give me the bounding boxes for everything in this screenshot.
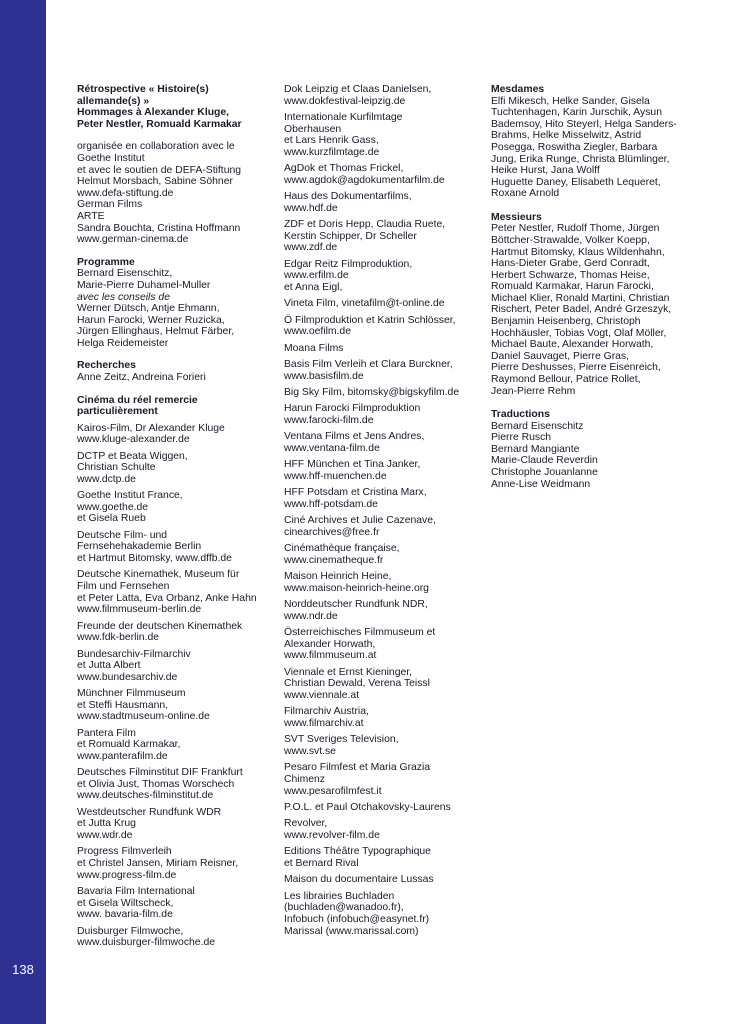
side-color-bar: [0, 0, 46, 1024]
credit-line: Goethe Institut: [77, 152, 145, 164]
credit-line: Pierre Rusch: [491, 432, 552, 444]
credit-line: www.cinematheque.fr: [284, 554, 384, 566]
credit-line: Bundesarchiv-Filmarchiv: [77, 648, 191, 660]
credit-line: Christian Dewald, Verena Teissl: [284, 678, 430, 690]
credit-line: Anne-Lise Weidmann: [491, 478, 591, 490]
credit-line: www.agdok@agdokumentarfilm.de: [284, 174, 445, 186]
credit-line: Michael Baute, Alexander Horwath,: [491, 339, 654, 351]
credit-block: [77, 395, 273, 418]
credit-line: Christian Schulte: [77, 462, 156, 474]
section-heading: Mesdames: [491, 84, 545, 95]
credit-line: www.oefilm.de: [284, 326, 351, 338]
credit-line: Herbert Schwarze, Thomas Heise,: [491, 269, 650, 281]
credit-line: Westdeutscher Rundfunk WDR: [77, 806, 222, 818]
credit-line: Pesaro Filmfest et Maria Grazia: [284, 762, 431, 774]
credit-block: [77, 649, 273, 684]
credit-block: [491, 84, 691, 200]
column-2: [284, 84, 480, 942]
credit-block: [284, 259, 480, 294]
credit-line: cinearchives@free.fr: [284, 526, 380, 538]
credit-line: Marissal (www.marissal.com): [284, 925, 419, 937]
credit-line: www.hff-potsdam.de: [284, 498, 378, 510]
credit-line: www.maison-heinrich-heine.org: [284, 582, 429, 594]
credit-line: Internationale Kurfilmtage: [284, 111, 403, 123]
credit-block: [284, 734, 480, 757]
credit-line: Norddeutscher Rundfunk NDR,: [284, 599, 428, 611]
credit-block: [284, 762, 480, 797]
credit-line: Duisburger Filmwoche,: [77, 925, 184, 937]
credit-block: [77, 530, 273, 565]
credit-line: HFF München et Tina Janker,: [284, 459, 421, 471]
section-heading: Hommages à Alexander Kluge,: [77, 107, 230, 119]
credit-line: organisée en collaboration avec le: [77, 141, 235, 153]
credit-line: et Jutta Krug: [77, 818, 136, 830]
credit-block: [284, 846, 480, 869]
credit-line: Bernard Mangiante: [491, 443, 580, 455]
credit-line: Rischert, Peter Badel, André Grzeszyk,: [491, 304, 672, 316]
credit-line: DCTP et Beata Wiggen,: [77, 450, 188, 462]
credit-line: et Peter Latta, Eva Orbanz, Anke Hahn: [77, 592, 257, 604]
credit-line: Romuald Karmakar, Harun Farocki,: [491, 281, 654, 293]
credit-line: Goethe Institut France,: [77, 490, 183, 502]
credit-line: Edgar Reitz Filmproduktion,: [284, 258, 413, 270]
credit-line: www.hdf.de: [284, 202, 338, 214]
credit-line: Haus des Dokumentarfilms,: [284, 191, 412, 203]
credit-line: Editions Théâtre Typographique: [284, 846, 431, 858]
credit-line: Daniel Sauvaget, Pierre Gras,: [491, 350, 630, 362]
credit-line: www.hff-muenchen.de: [284, 470, 387, 482]
credit-line: www.filmmuseum-berlin.de: [77, 604, 202, 616]
credit-line: avec les conseils de: [77, 291, 170, 303]
credit-line: www.filmarchiv.at: [284, 718, 364, 730]
credit-block: [284, 112, 480, 158]
credit-line: www.goethe.de: [77, 501, 149, 513]
credit-line: Kairos-Film, Dr Alexander Kluge: [77, 422, 225, 434]
credit-line: Huguette Daney, Elisabeth Lequeret,: [491, 176, 661, 188]
credit-line: Chimenz: [284, 774, 325, 786]
credit-block: [77, 688, 273, 723]
section-heading: Traductions: [491, 409, 550, 421]
credit-block: [284, 219, 480, 254]
credit-block: [284, 818, 480, 841]
credit-line: P.O.L. et Paul Otchakovsky-Laurens: [284, 802, 451, 813]
credit-line: Jürgen Ellinghaus, Helmut Färber,: [77, 326, 235, 338]
credit-block: [77, 451, 273, 486]
credit-line: www.duisburger-filmwoche.de: [77, 937, 216, 949]
credit-block: [284, 403, 480, 426]
credit-line: Revolver,: [284, 818, 328, 830]
credit-line: et Olivia Just, Thomas Worschech: [77, 778, 235, 790]
credit-block: [284, 627, 480, 662]
credit-line: Ventana Films et Jens Andres,: [284, 431, 425, 443]
credit-line: Heike Hurst, Jana Wolff: [491, 165, 600, 177]
credit-block: [284, 874, 480, 886]
credit-line: SVT Sveriges Television,: [284, 734, 399, 746]
credit-line: Peter Nestler, Rudolf Thome, Jürgen: [491, 223, 660, 235]
credit-line: www.filmmuseum.at: [284, 650, 377, 662]
credit-block: [77, 807, 273, 842]
credit-block: [77, 141, 273, 245]
credit-line: Alexander Horwath,: [284, 638, 376, 650]
credit-line: Deutsche Kinemathek, Museum für: [77, 569, 240, 581]
credit-line: Harun Farocki Filmproduktion: [284, 403, 421, 415]
credit-line: Helga Reidemeister: [77, 337, 169, 349]
credit-line: Vineta Film, vinetafilm@t-online.de: [284, 298, 445, 310]
credit-line: Marie-Claude Reverdin: [491, 455, 598, 467]
credit-line: Österreichisches Filmmuseum et: [284, 627, 436, 639]
credit-line: Böttcher-Strawalde, Volker Koepp,: [491, 234, 650, 246]
credit-line: Film und Fernsehen: [77, 580, 170, 592]
section-heading: Cinéma du réel remercie: [77, 394, 198, 406]
credit-line: Oberhausen: [284, 123, 342, 135]
credit-line: (buchladen@wanadoo.fr),: [284, 902, 404, 914]
column-3: [491, 84, 691, 502]
section-heading: Rétrospective « Histoire(s): [77, 84, 209, 95]
section-heading: Peter Nestler, Romuald Karmakar: [77, 118, 242, 130]
credit-block: [284, 298, 480, 310]
credit-block: [284, 191, 480, 214]
section-heading: Programme: [77, 256, 135, 268]
credit-line: www.stadtmuseum-online.de: [77, 711, 210, 723]
credit-line: Bernard Eisenschitz: [491, 420, 584, 432]
credit-line: Elfi Mikesch, Helke Sander, Gisela: [491, 95, 650, 107]
credit-line: Big Sky Film, bitomsky@bigskyfilm.de: [284, 387, 460, 399]
credit-line: Marie-Pierre Duhamel-Muller: [77, 279, 211, 291]
credit-line: www.kluge-alexander.de: [77, 434, 190, 446]
credit-block: [284, 459, 480, 482]
credit-line: www.progress-film.de: [77, 869, 177, 881]
credit-line: www.dctp.de: [77, 473, 136, 485]
credit-block: [284, 543, 480, 566]
credit-line: Münchner Filmmuseum: [77, 688, 186, 700]
credit-line: ARTE: [77, 210, 105, 222]
credit-block: [284, 515, 480, 538]
credit-block: [284, 84, 480, 107]
credit-block: [284, 315, 480, 338]
credit-line: Progress Filmverleih: [77, 846, 172, 858]
credit-line: Christophe Jouanlanne: [491, 467, 598, 478]
credit-line: et avec le soutien de DEFA-Stiftung: [77, 164, 242, 176]
credit-line: et Jutta Albert: [77, 660, 141, 672]
credit-line: Bavaria Film International: [77, 885, 195, 897]
section-heading: allemande(s) »: [77, 95, 150, 107]
credit-line: Pantera Film: [77, 727, 136, 739]
credit-line: Roxane Arnold: [491, 188, 560, 200]
credit-line: Kerstin Schipper, Dr Scheller: [284, 230, 417, 242]
credit-line: Maison du documentaire Lussas: [284, 874, 434, 886]
credit-line: www.wdr.de: [77, 830, 133, 842]
credit-line: et Romuald Karmakar,: [77, 739, 181, 751]
credit-block: [284, 163, 480, 186]
credit-line: Hans-Dieter Grabe, Gerd Conradt,: [491, 258, 650, 270]
credit-block: [284, 667, 480, 702]
credit-line: et Bernard Rival: [284, 857, 359, 869]
credit-line: www. bavaria-film.de: [77, 909, 173, 921]
credit-line: www.ventana-film.de: [284, 443, 380, 454]
credit-block: [491, 409, 691, 490]
credit-line: et Lars Henrik Gass,: [284, 135, 379, 147]
credit-line: Jung, Erika Runge, Christa Blümlinger,: [491, 153, 670, 165]
credit-block: [77, 728, 273, 763]
credit-block: [77, 767, 273, 802]
credit-block: [77, 621, 273, 644]
credit-block: [77, 257, 273, 350]
credit-block: [284, 359, 480, 382]
credit-line: Michael Klier, Ronald Martini, Christian: [491, 292, 670, 304]
credit-line: www.revolver-film.de: [284, 829, 380, 841]
credit-line: Cinémathèque française,: [284, 543, 400, 555]
credit-line: Jean-Pierre Rehm: [491, 385, 576, 397]
credit-line: www.deutsches-filminstitut.de: [77, 790, 214, 802]
credit-line: Infobuch (infobuch@easynet.fr): [284, 913, 430, 925]
credit-line: www.erfilm.de: [284, 270, 349, 282]
credit-line: Filmarchiv Austria,: [284, 706, 369, 718]
credit-line: www.ndr.de: [284, 610, 338, 622]
credit-block: [284, 706, 480, 729]
credit-line: ZDF et Doris Hepp, Claudia Ruete,: [284, 219, 446, 231]
credit-block: [77, 84, 273, 130]
credit-line: Hartmut Bitomsky, Klaus Wildenhahn,: [491, 246, 665, 258]
credit-line: Dok Leipzig et Claas Danielsen,: [284, 84, 432, 95]
credit-line: Fernsehehakademie Berlin: [77, 541, 202, 553]
credit-line: German Films: [77, 199, 143, 211]
credit-line: Maison Heinrich Heine,: [284, 571, 392, 583]
page-number: 138: [12, 962, 34, 977]
credit-block: [284, 802, 480, 814]
credit-line: Deutsches Filminstitut DIF Frankfurt: [77, 767, 243, 779]
credit-line: www.fdk-berlin.de: [77, 632, 160, 644]
credit-line: Harun Farocki, Werner Ruzicka,: [77, 314, 225, 326]
credit-line: Deutsche Film- und: [77, 529, 168, 541]
credit-line: et Hartmut Bitomsky, www.dffb.de: [77, 552, 232, 564]
credit-line: www.bundesarchiv.de: [77, 671, 178, 683]
credit-line: Tuchtenhagen, Karin Jurschik, Aysun: [491, 107, 662, 119]
credit-line: www.svt.se: [284, 746, 336, 758]
credit-block: [77, 490, 273, 525]
section-heading: particulièrement: [77, 406, 158, 418]
credit-line: et Gisela Wiltscheck,: [77, 897, 174, 909]
credit-block: [284, 487, 480, 510]
credit-line: Moana Films: [284, 342, 344, 354]
section-heading: Messieurs: [491, 211, 542, 223]
credit-line: Posegga, Roswitha Ziegler, Barbara: [491, 141, 658, 153]
credit-line: Pierre Deshusses, Pierre Eisenreich,: [491, 362, 661, 374]
credit-block: [77, 926, 273, 949]
credit-block: [284, 571, 480, 594]
credit-line: AgDok et Thomas Frickel,: [284, 163, 404, 175]
credit-line: www.dokfestival-leipzig.de: [284, 95, 406, 107]
credit-block: [77, 569, 273, 615]
credit-line: Bademsoy, Hito Steyerl, Helga Sanders-: [491, 118, 677, 130]
credit-line: Ciné Archives et Julie Cazenave,: [284, 515, 436, 527]
credit-line: www.zdf.de: [284, 242, 338, 254]
credit-line: Hochhäusler, Tobias Vogt, Olaf Möller,: [491, 327, 667, 339]
credit-block: [77, 886, 273, 921]
credit-block: [284, 431, 480, 454]
credit-line: et Christel Jansen, Miriam Reisner,: [77, 858, 239, 869]
credit-line: Anne Zeitz, Andreina Forieri: [77, 372, 206, 384]
credit-line: et Steffi Hausmann,: [77, 699, 169, 711]
credit-block: [284, 343, 480, 355]
credit-block: [491, 212, 691, 398]
credit-line: www.panterafilm.de: [77, 750, 168, 762]
credit-block: [284, 891, 480, 937]
credit-line: Werner Dütsch, Antje Ehmann,: [77, 303, 220, 315]
credit-block: [77, 846, 273, 881]
credit-line: Viennale et Ernst Kieninger,: [284, 666, 413, 678]
section-heading: Recherches: [77, 360, 136, 372]
credit-line: www.kurzfilmtage.de: [284, 146, 380, 158]
credit-line: et Anna Eigl,: [284, 281, 343, 293]
credit-line: Brahms, Helke Misselwitz, Astrid: [491, 130, 642, 142]
credit-line: Ö Filmproduktion et Katrin Schlösser,: [284, 314, 456, 326]
credit-line: www.basisfilm.de: [284, 370, 364, 382]
credit-block: [284, 387, 480, 399]
credit-line: HFF Potsdam et Cristina Marx,: [284, 487, 427, 499]
credit-line: et Gisela Rueb: [77, 513, 146, 525]
credit-block: [284, 599, 480, 622]
credit-line: Benjamin Heisenberg, Christoph: [491, 316, 641, 328]
credit-line: www.german-cinema.de: [77, 234, 189, 246]
credit-line: www.pesarofilmfest.it: [284, 785, 382, 797]
credit-line: Basis Film Verleih et Clara Burckner,: [284, 359, 453, 371]
column-1: [77, 84, 273, 954]
credit-line: Helmut Morsbach, Sabine Söhner: [77, 176, 233, 188]
credit-block: [77, 360, 273, 383]
credit-line: Raymond Bellour, Patrice Rollet,: [491, 374, 641, 386]
credit-line: www.defa-stiftung.de: [77, 187, 174, 199]
credit-line: www.viennale.at: [284, 690, 360, 702]
credit-line: Les librairies Buchladen: [284, 890, 395, 902]
credit-block: [77, 423, 273, 446]
credit-line: Freunde der deutschen Kinemathek: [77, 620, 243, 632]
credit-line: Sandra Bouchta, Cristina Hoffmann: [77, 222, 241, 234]
credit-line: Bernard Eisenschitz,: [77, 268, 173, 280]
credit-line: www.farocki-film.de: [284, 415, 374, 427]
